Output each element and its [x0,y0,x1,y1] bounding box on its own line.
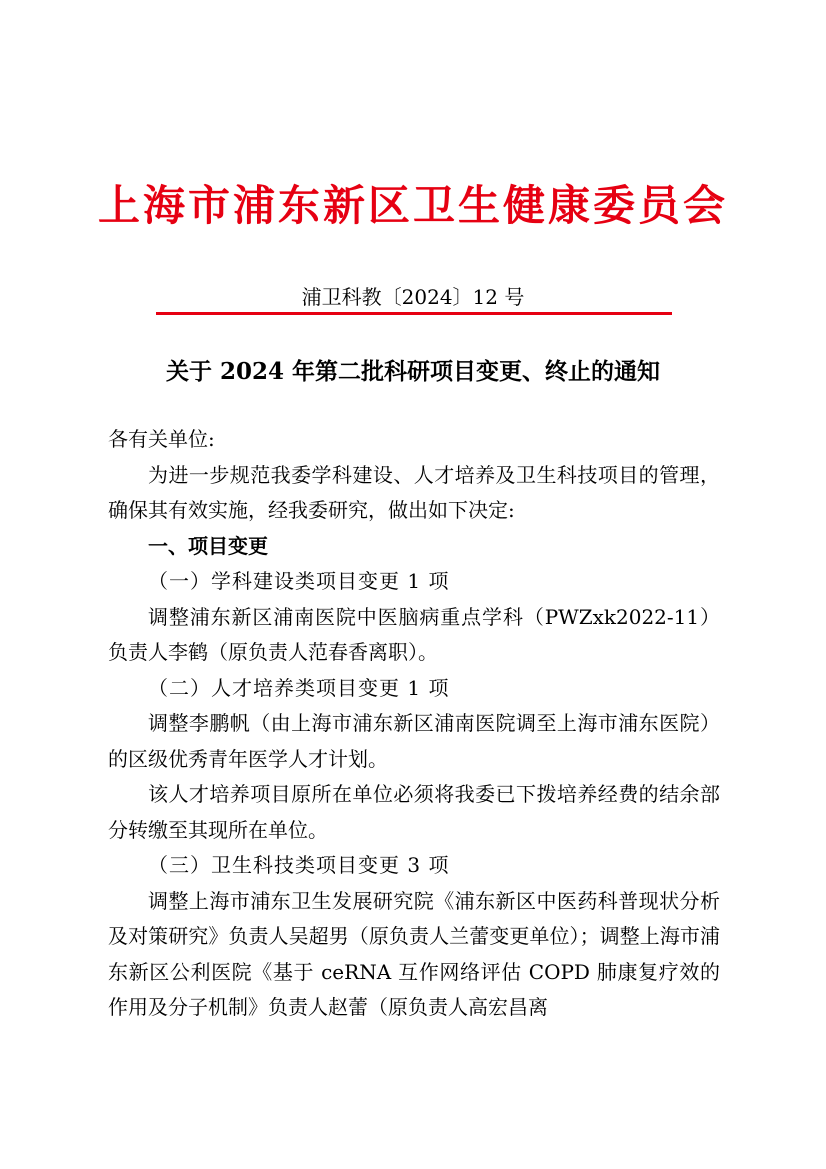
discipline-change-paragraph: 调整浦东新区浦南医院中医脑病重点学科（PWZxk2022-11）负责人李鹤（原负责人范春香离职）。 [108,604,720,664]
section-heading-project-changes: 一、项目变更 [148,533,268,558]
subsection-heading-talent: （二）人才培养类项目变更 1 项 [148,675,450,700]
issuing-authority-header: 上海市浦东新区卫生健康委员会 [97,181,728,230]
technology-change-paragraph: 调整上海市浦东卫生发展研究院《浦东新区中医药科普现状分析及对策研究》负责人吴超男（原负责人兰蕾变更单位）；调整上海市浦东新区公利医院《基于 ceRNA 互作网络评估 COPD 肺康复疗效的作用及分子机制》负责人赵蕾（原负责人高宏昌离 [108,888,720,1019]
document-number: 浦卫科教〔2024〕12 号 [301,285,525,309]
talent-change-paragraph: 调整李鹏帆（由上海市浦东新区浦南医院调至上海市浦东医院）的区级优秀青年医学人才计划。 [108,711,720,771]
intro-paragraph: 为进一步规范我委学科建设、人才培养及卫生科技项目的管理，确保其有效实施，经我委研究，做出如下决定: [108,462,720,522]
subsection-heading-technology: （三）卫生科技类项目变更 3 项 [148,853,450,877]
talent-funding-paragraph: 该人才培养项目原所在单位必须将我委已下拨培养经费的结余部分转缴至其现所在单位。 [108,782,720,842]
notice-title: 关于 2024 年第二批科研项目变更、终止的通知 [165,358,661,385]
notice-body [108,422,720,1026]
subsection-heading-discipline: （一）学科建设类项目变更 1 项 [148,569,450,593]
red-divider-line [156,312,672,315]
salutation: 各有关单位: [108,427,215,451]
